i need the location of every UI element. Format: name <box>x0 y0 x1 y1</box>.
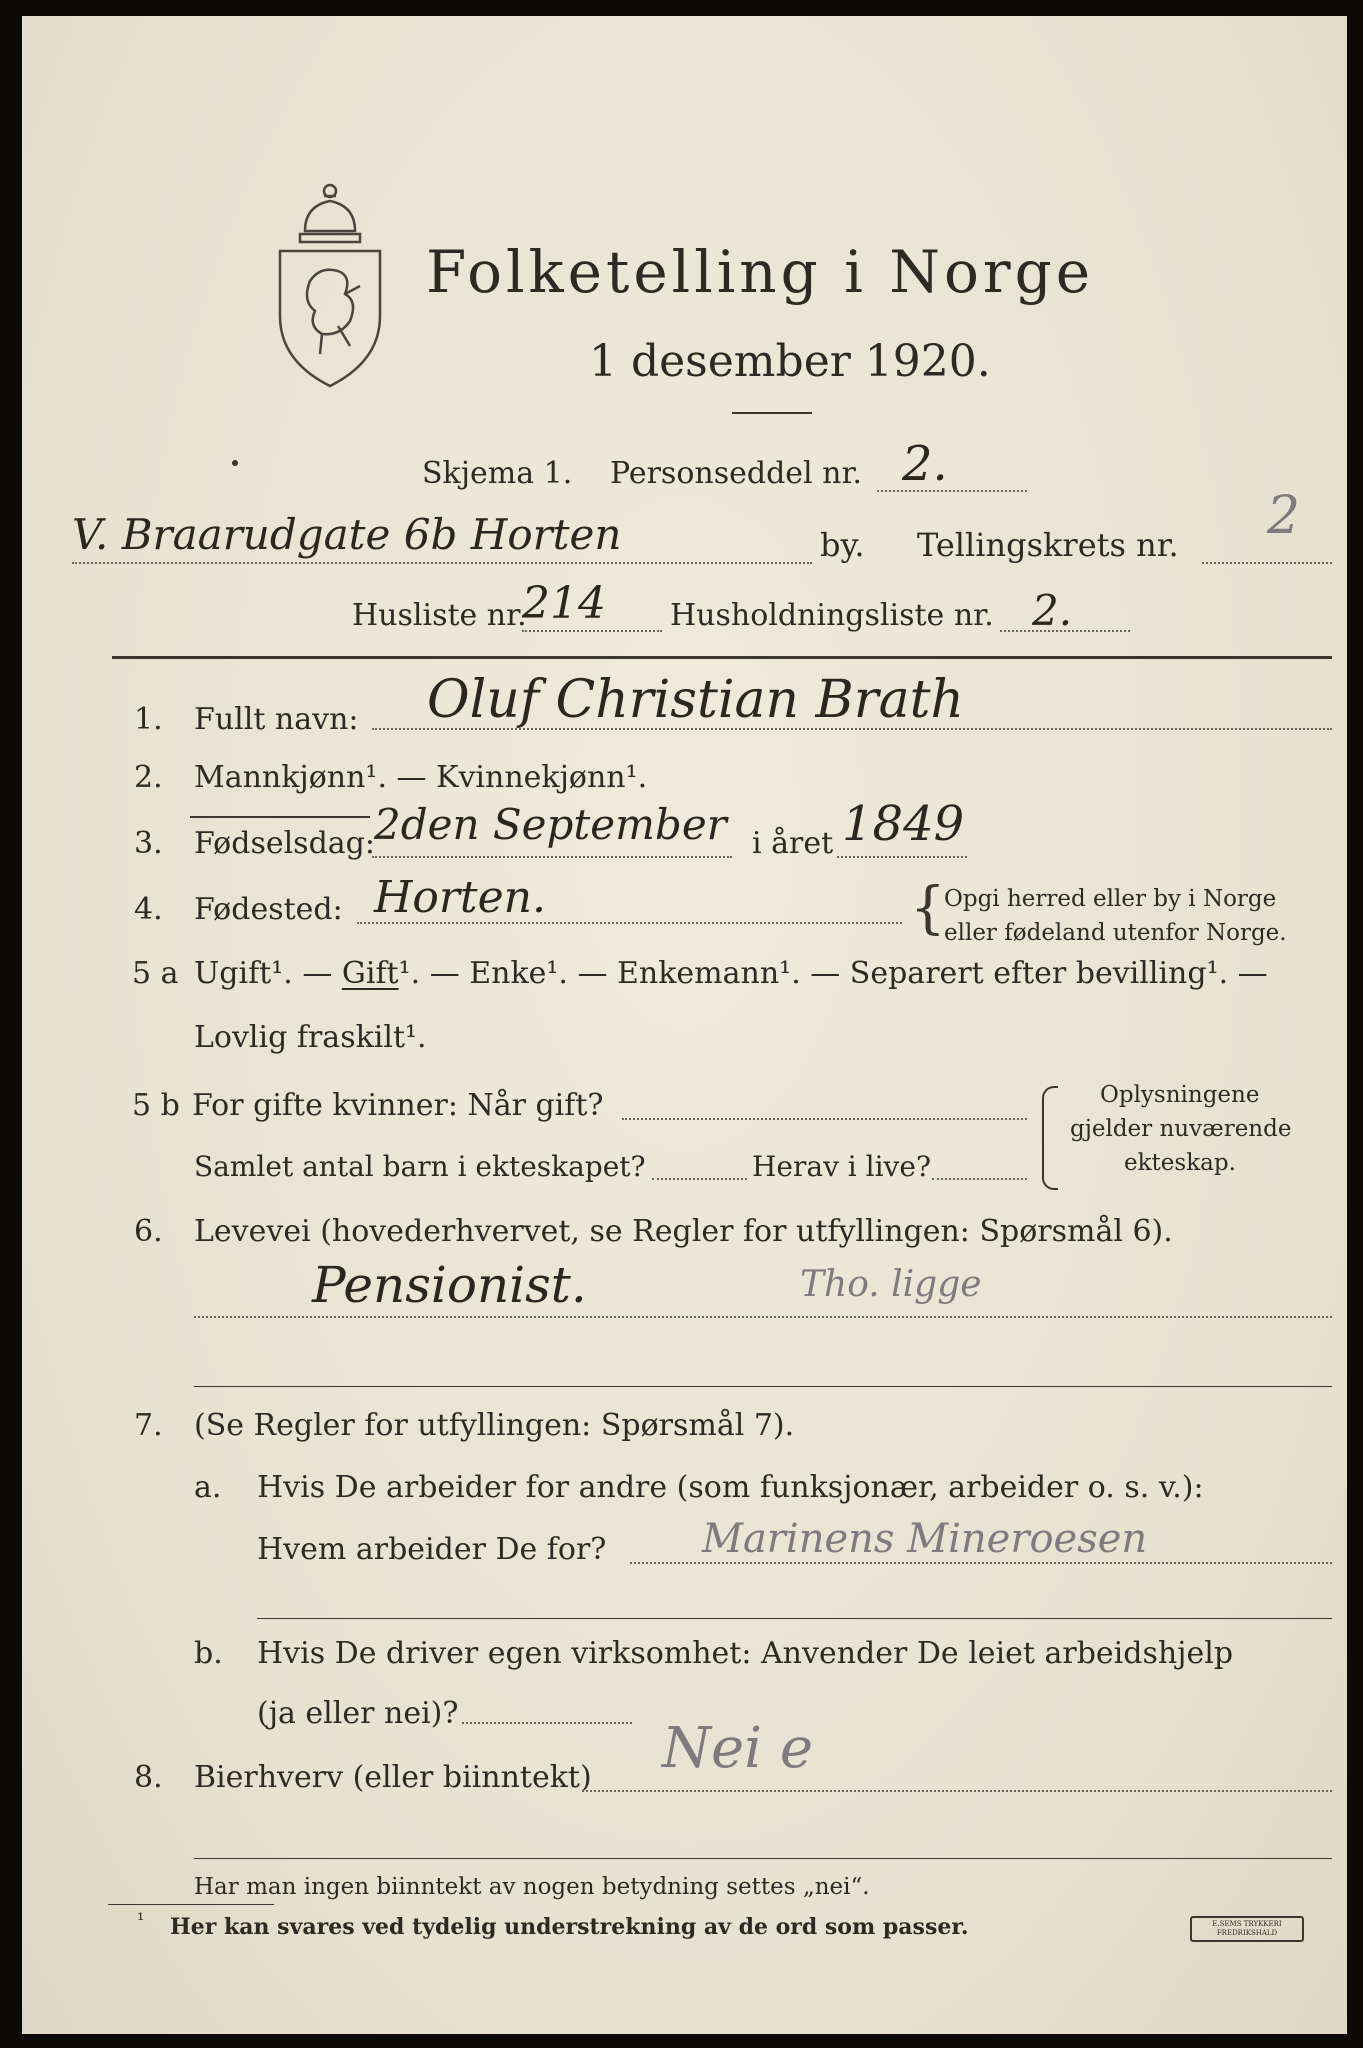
footnote-text: Her kan svares ved tydelig understrekning av de ord som passer. <box>170 1914 969 1940</box>
q7a-number: a. <box>194 1470 222 1505</box>
q3-year-label: i året <box>752 826 834 861</box>
q5b-bracket <box>1042 1086 1058 1190</box>
q5b-label: For gifte kvinner: Når gift? <box>192 1088 604 1123</box>
q2-number: 2. <box>134 760 163 795</box>
q5a-line2[interactable]: Lovlig fraskilt¹. <box>194 1020 427 1055</box>
q8-line2 <box>194 1858 1332 1859</box>
address-line <box>72 562 812 564</box>
q7b-label: Hvis De driver egen virksomhet: Anvender De leiet arbeidshjelp <box>257 1636 1234 1671</box>
q5b-note-line3: ekteskap. <box>1124 1150 1236 1176</box>
q4-note-line1: Opgi herred eller by i Norge <box>944 886 1277 912</box>
husholdningsliste-label: Husholdningsliste nr. <box>670 598 994 633</box>
q1-label: Fullt navn: <box>194 702 359 737</box>
q5b-when-line <box>622 1118 1027 1120</box>
q8-number: 8. <box>134 1760 163 1795</box>
q5b-label2: Samlet antal barn i ekteskapet? <box>194 1150 646 1183</box>
tellingskrets-line <box>1202 562 1332 564</box>
q7a-label2: Hvem arbeider De for? <box>257 1532 607 1567</box>
q4-number: 4. <box>134 892 163 927</box>
q7-number: 7. <box>134 1408 163 1443</box>
husliste-line <box>522 630 662 632</box>
by-label: by. <box>820 526 865 564</box>
q5b-note-line1: Oplysningene <box>1100 1082 1260 1108</box>
q5a-gift-underlined[interactable]: Gift <box>341 956 399 991</box>
q3-year-value[interactable]: 1849 <box>842 796 965 852</box>
q7b-number: b. <box>194 1636 223 1671</box>
tellingskrets-label: Tellingskrets nr. <box>917 526 1179 564</box>
q5b-number: 5 b <box>132 1088 180 1123</box>
margin-dot <box>232 460 238 466</box>
q6-number: 6. <box>134 1214 163 1249</box>
tellingskrets-value[interactable]: 2 <box>1267 486 1301 546</box>
q3-year-line <box>837 856 967 858</box>
husliste-value[interactable]: 214 <box>522 578 606 629</box>
personseddel-value[interactable]: 2. <box>902 436 948 492</box>
q5b-label3: Herav i live? <box>752 1150 931 1183</box>
q4-brace: { <box>910 876 946 941</box>
personseddel-line <box>877 490 1027 492</box>
q6-value[interactable]: Pensionist. <box>312 1256 587 1314</box>
q7a-label: Hvis De arbeider for andre (som funksjonær, arbeider o. s. v.): <box>257 1470 1204 1505</box>
q7b-line <box>462 1722 632 1724</box>
q5a-other-options[interactable]: ¹. — Enke¹. — Enkemann¹. — Separert efter bevilling¹. — <box>398 956 1268 991</box>
q7a-line2 <box>257 1618 1332 1619</box>
q6-label: Levevei (hovederhvervet, se Regler for utfyllingen: Spørsmål 6). <box>194 1214 1173 1249</box>
coat-of-arms-icon <box>260 176 400 391</box>
q2-label: Mannkjønn¹. — Kvinnekjønn¹. <box>194 760 648 795</box>
q8-label: Bierhverv (eller biinntekt) <box>194 1760 592 1795</box>
q5a-options <box>194 956 1268 991</box>
q1-number: 1. <box>134 702 163 737</box>
form-title: Folketelling i Norge <box>426 238 1095 306</box>
q6-line2 <box>194 1386 1332 1387</box>
q3-value[interactable]: 2den September <box>374 800 727 849</box>
q6-pencil-note: Tho. ligge <box>800 1264 982 1305</box>
q4-label: Fødested: <box>194 892 343 927</box>
q5a-number: 5 a <box>132 956 179 991</box>
address-value[interactable]: V. Braarudgate 6b Horten <box>72 510 622 559</box>
biinntekt-note: Har man ingen biinntekt av nogen betydning settes „nei“. <box>194 1874 870 1900</box>
q1-value[interactable]: Oluf Christian Brath <box>427 670 964 730</box>
q4-value[interactable]: Horten. <box>374 872 546 923</box>
q7-label: (Se Regler for utfyllingen: Spørsmål 7). <box>194 1408 795 1443</box>
q4-note-line2: eller fødeland utenfor Norge. <box>944 920 1287 946</box>
q8-line <box>582 1790 1332 1792</box>
q3-number: 3. <box>134 826 163 861</box>
skjema-label: Skjema 1. <box>422 456 573 491</box>
q3-line <box>372 856 732 858</box>
section-divider <box>112 656 1332 659</box>
personseddel-label: Personseddel nr. <box>610 456 863 491</box>
q5a-ugift[interactable]: Ugift¹. — <box>194 956 333 991</box>
husliste-label: Husliste nr. <box>352 598 527 633</box>
printer-stamp: E.SEMS TRYKKERI FREDRIKSHALD <box>1190 1916 1304 1942</box>
q8-pencil-value[interactable]: Nei e <box>662 1716 813 1781</box>
footnote-mark: ¹ <box>137 1910 145 1931</box>
census-form <box>22 16 1347 2034</box>
q3-label: Fødselsdag: <box>194 826 375 861</box>
q7a-pencil-value[interactable]: Marinens Mineroesen <box>702 1516 1148 1562</box>
q5b-note-line2: gjelder nuværende <box>1070 1116 1292 1142</box>
husholdningsliste-value[interactable]: 2. <box>1032 586 1073 635</box>
q5b-children-line <box>652 1178 747 1180</box>
title-divider <box>732 412 812 414</box>
q7b-label2: (ja eller nei)? <box>257 1696 459 1731</box>
q7a-line <box>630 1562 1332 1564</box>
footnote-divider <box>108 1904 274 1905</box>
q5b-alive-line <box>932 1178 1027 1180</box>
form-date: 1 desember 1920. <box>589 336 991 387</box>
q6-line1 <box>194 1316 1332 1318</box>
q3-underline-mark <box>190 816 370 818</box>
